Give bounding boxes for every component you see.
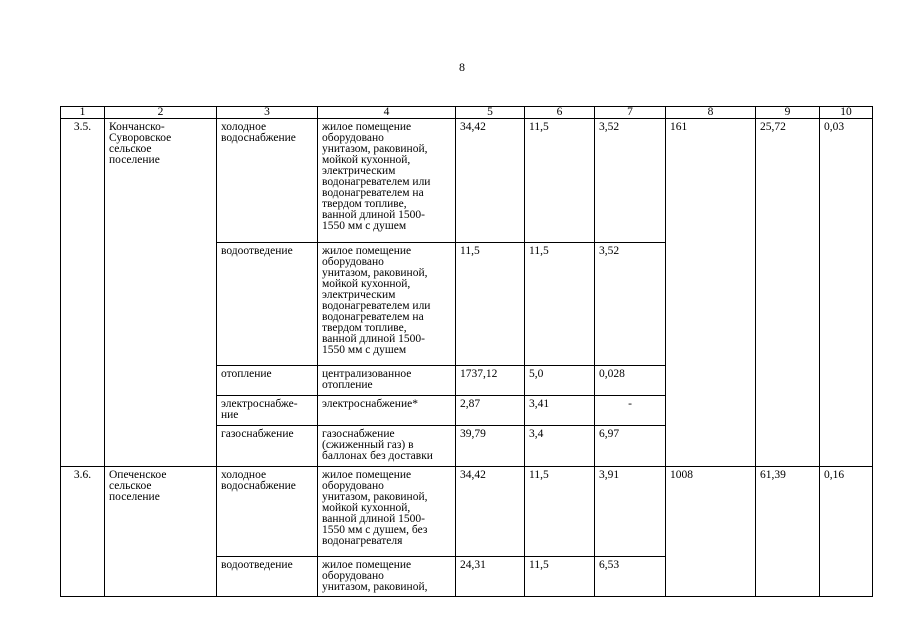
value-col7: 6,97: [595, 426, 666, 467]
service-type: газоснабжение: [217, 426, 318, 467]
service-description: централизованное отопление: [318, 366, 456, 396]
value-col5: 34,42: [456, 119, 525, 243]
value-col8: 1008: [666, 467, 756, 597]
value-col6: 11,5: [525, 557, 595, 597]
value-col7: 6,53: [595, 557, 666, 597]
item-number: 3.6.: [61, 467, 105, 597]
service-type: водоотведение: [217, 557, 318, 597]
header-row: [61, 107, 873, 119]
header-cell: 7: [595, 107, 666, 119]
service-description: газоснабжение (сжиженный газ) в баллонах без доставки: [318, 426, 456, 467]
value-col5: 2,87: [456, 396, 525, 426]
header-cell: 10: [820, 107, 873, 119]
value-col5: 39,79: [456, 426, 525, 467]
value-col5: 24,31: [456, 557, 525, 597]
service-description: жилое помещение оборудовано унитазом, раковиной, мойкой кухонной, электрическим водонагревателем или водонагревателем на твердом топливе, ванной длиной 1500- 1550 мм с душем: [318, 119, 456, 243]
table-row: [61, 119, 873, 243]
service-type: холодное водоснабжение: [217, 119, 318, 243]
service-type: холодное водоснабжение: [217, 467, 318, 557]
value-col6: 3,4: [525, 426, 595, 467]
value-col10: 0,03: [820, 119, 873, 467]
value-col5: 1737,12: [456, 366, 525, 396]
page-number: 8: [459, 60, 465, 74]
header-cell: 3: [217, 107, 318, 119]
service-description: электроснабжение*: [318, 396, 456, 426]
value-col7: 0,028: [595, 366, 666, 396]
value-col7: 3,91: [595, 467, 666, 557]
value-col9: 61,39: [756, 467, 820, 597]
value-col10: 0,16: [820, 467, 873, 597]
service-description: жилое помещение оборудовано унитазом, раковиной,: [318, 557, 456, 597]
value-col6: 3,41: [525, 396, 595, 426]
settlement-name: Опеченское сельское поселение: [105, 467, 217, 597]
value-col5: 11,5: [456, 243, 525, 366]
header-cell: 5: [456, 107, 525, 119]
value-col6: 5,0: [525, 366, 595, 396]
value-col6: 11,5: [525, 119, 595, 243]
header-cell: 4: [318, 107, 456, 119]
value-col9: 25,72: [756, 119, 820, 467]
service-type: отопление: [217, 366, 318, 396]
header-cell: 8: [666, 107, 756, 119]
header-cell: 9: [756, 107, 820, 119]
value-col5: 34,42: [456, 467, 525, 557]
settlement-name: Кончанско- Суворовское сельское поселение: [105, 119, 217, 467]
value-col6: 11,5: [525, 467, 595, 557]
header-cell: 6: [525, 107, 595, 119]
value-col6: 11,5: [525, 243, 595, 366]
header-cell: 2: [105, 107, 217, 119]
service-description: жилое помещение оборудовано унитазом, раковиной, мойкой кухонной, ванной длиной 1500- 1550 мм с душем, без водонагревателя: [318, 467, 456, 557]
item-number: 3.5.: [61, 119, 105, 467]
header-cell: 1: [61, 107, 105, 119]
service-type: электроснабже- ние: [217, 396, 318, 426]
service-type: водоотведение: [217, 243, 318, 366]
value-col8: 161: [666, 119, 756, 467]
service-description: жилое помещение оборудовано унитазом, раковиной, мойкой кухонной, электрическим водонагревателем или водонагревателем на твердом топливе, ванной длиной 1500- 1550 мм с душем: [318, 243, 456, 366]
value-col7: -: [595, 396, 666, 426]
tariff-table: [60, 106, 873, 597]
value-col7: 3,52: [595, 243, 666, 366]
table-row: [61, 467, 873, 557]
value-col7: 3,52: [595, 119, 666, 243]
